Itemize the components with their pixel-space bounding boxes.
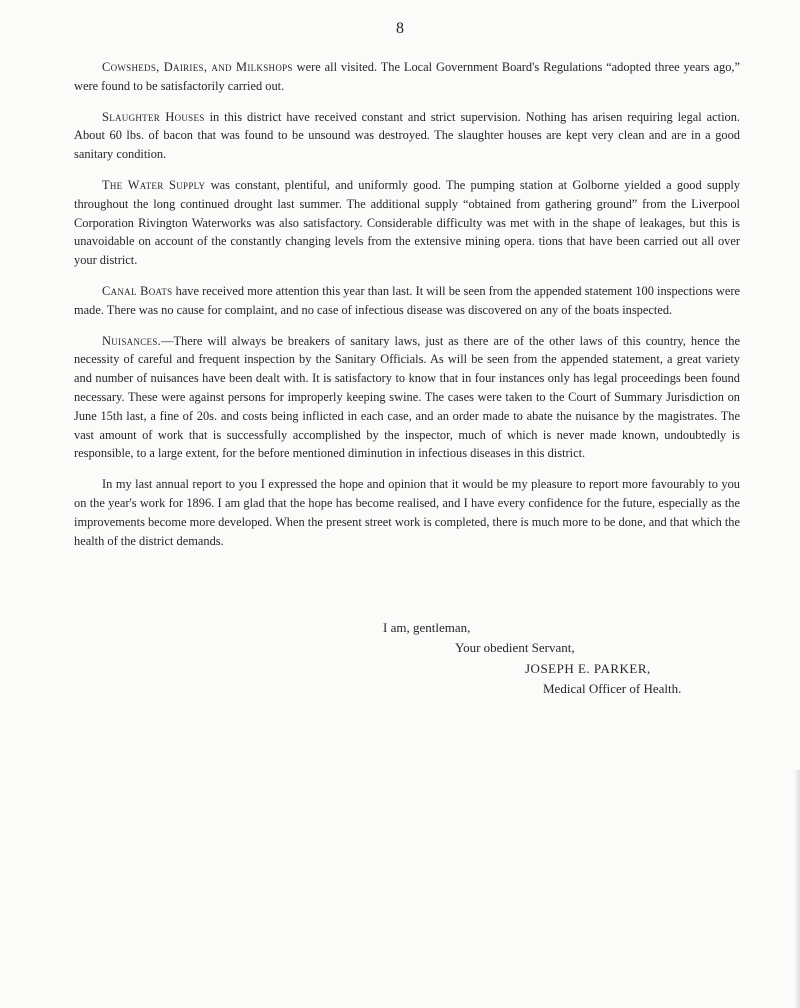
closing-valediction: Your obedient Servant, bbox=[455, 640, 575, 655]
signature-title: Medical Officer of Health. bbox=[543, 681, 682, 696]
page-number: 8 bbox=[396, 20, 404, 37]
closing-salutation: I am, gentleman, bbox=[383, 620, 471, 635]
paragraph-text: were all visited. The Local Government Board's Regulations “adopted three years ago,” were found to be satisfactorily carried out. bbox=[74, 60, 741, 93]
paragraph-lead: Nuisances. bbox=[102, 333, 162, 348]
signature-name: JOSEPH E. PARKER, bbox=[525, 661, 651, 676]
report-body bbox=[74, 58, 740, 562]
paragraph-text: —There will always be breakers of sanitary laws, just as there are of the other laws of this country, hence the necessity of careful and frequent inspection by the Sanitary Officials. As will be seen from the appended statement, a great variety and number of nuisances have been dealt with. It is satisfactory to know that in four instances only has legal proceedings been found necessary. These were against persons for improperly keeping swine. The cases were taken to the Court of Summary Jurisdiction on June 15th last, a fine of 20s. and costs being inflicted in each case, and an order made to abate the nuisance by the magistrates. The vast amount of work that is successfully accomplished by the inspector, much of which is never made known, undoubtedly is responsible, to a large extent, for the before mentioned diminution in infectious diseases in this district. bbox=[74, 333, 740, 461]
paragraph-canal-boats bbox=[74, 282, 740, 320]
paragraph-text: in this district have received constant and strict supervision. Nothing has arisen requiring legal action. About 60 lbs. of bacon that was found to be unsound was destroyed. The slaughter houses are kept very clean and are in a good sanitary condition. bbox=[74, 109, 740, 162]
paragraph-lead: Canal Boats bbox=[102, 283, 173, 298]
paragraph-lead: Cowsheds, Dairies, and Milkshops bbox=[102, 60, 293, 74]
paragraph-nuisances bbox=[74, 332, 740, 464]
paragraph-annual-report bbox=[74, 475, 740, 550]
paragraph-text: In my last annual report to you I expressed the hope and opinion that it would be my pleasure to report more favourably to you on the year's work for 1896. I am glad that the hope has become realised, and I have every confidence for the future, especially as the improvements become more developed. When the present street work is completed, there is much more to be done, and that which the health of the district demands. bbox=[74, 477, 740, 548]
paragraph-lead: Slaughter Houses bbox=[102, 109, 205, 124]
paragraph-text: have received more attention this year than last. It will be seen from the appended statement 100 inspections were made. There was no cause for complaint, and no case of infectious disease was discovered on any of the boats inspected. bbox=[74, 283, 740, 317]
paragraph-slaughter-houses bbox=[74, 108, 740, 164]
paragraph-text: was constant, plentiful, and uniformly good. The pumping station at Golborne yielded a good supply throughout the long continued drought last summer. The additional supply “obtained from gathering ground” from the Liverpool Corporation Rivington Waterworks was also satisfactory. Considerable difficulty was met with in the shape of leakages, but this is unavoidable on account of the constantly changing levels from the extensive mining opera. tions that have been carried out all over your district. bbox=[74, 177, 741, 268]
paragraph-water-supply bbox=[74, 176, 740, 270]
paragraph-lead: The Water Supply bbox=[102, 177, 206, 192]
paragraph-cowsheds bbox=[74, 58, 740, 96]
page-edge-shadow bbox=[794, 770, 800, 1008]
